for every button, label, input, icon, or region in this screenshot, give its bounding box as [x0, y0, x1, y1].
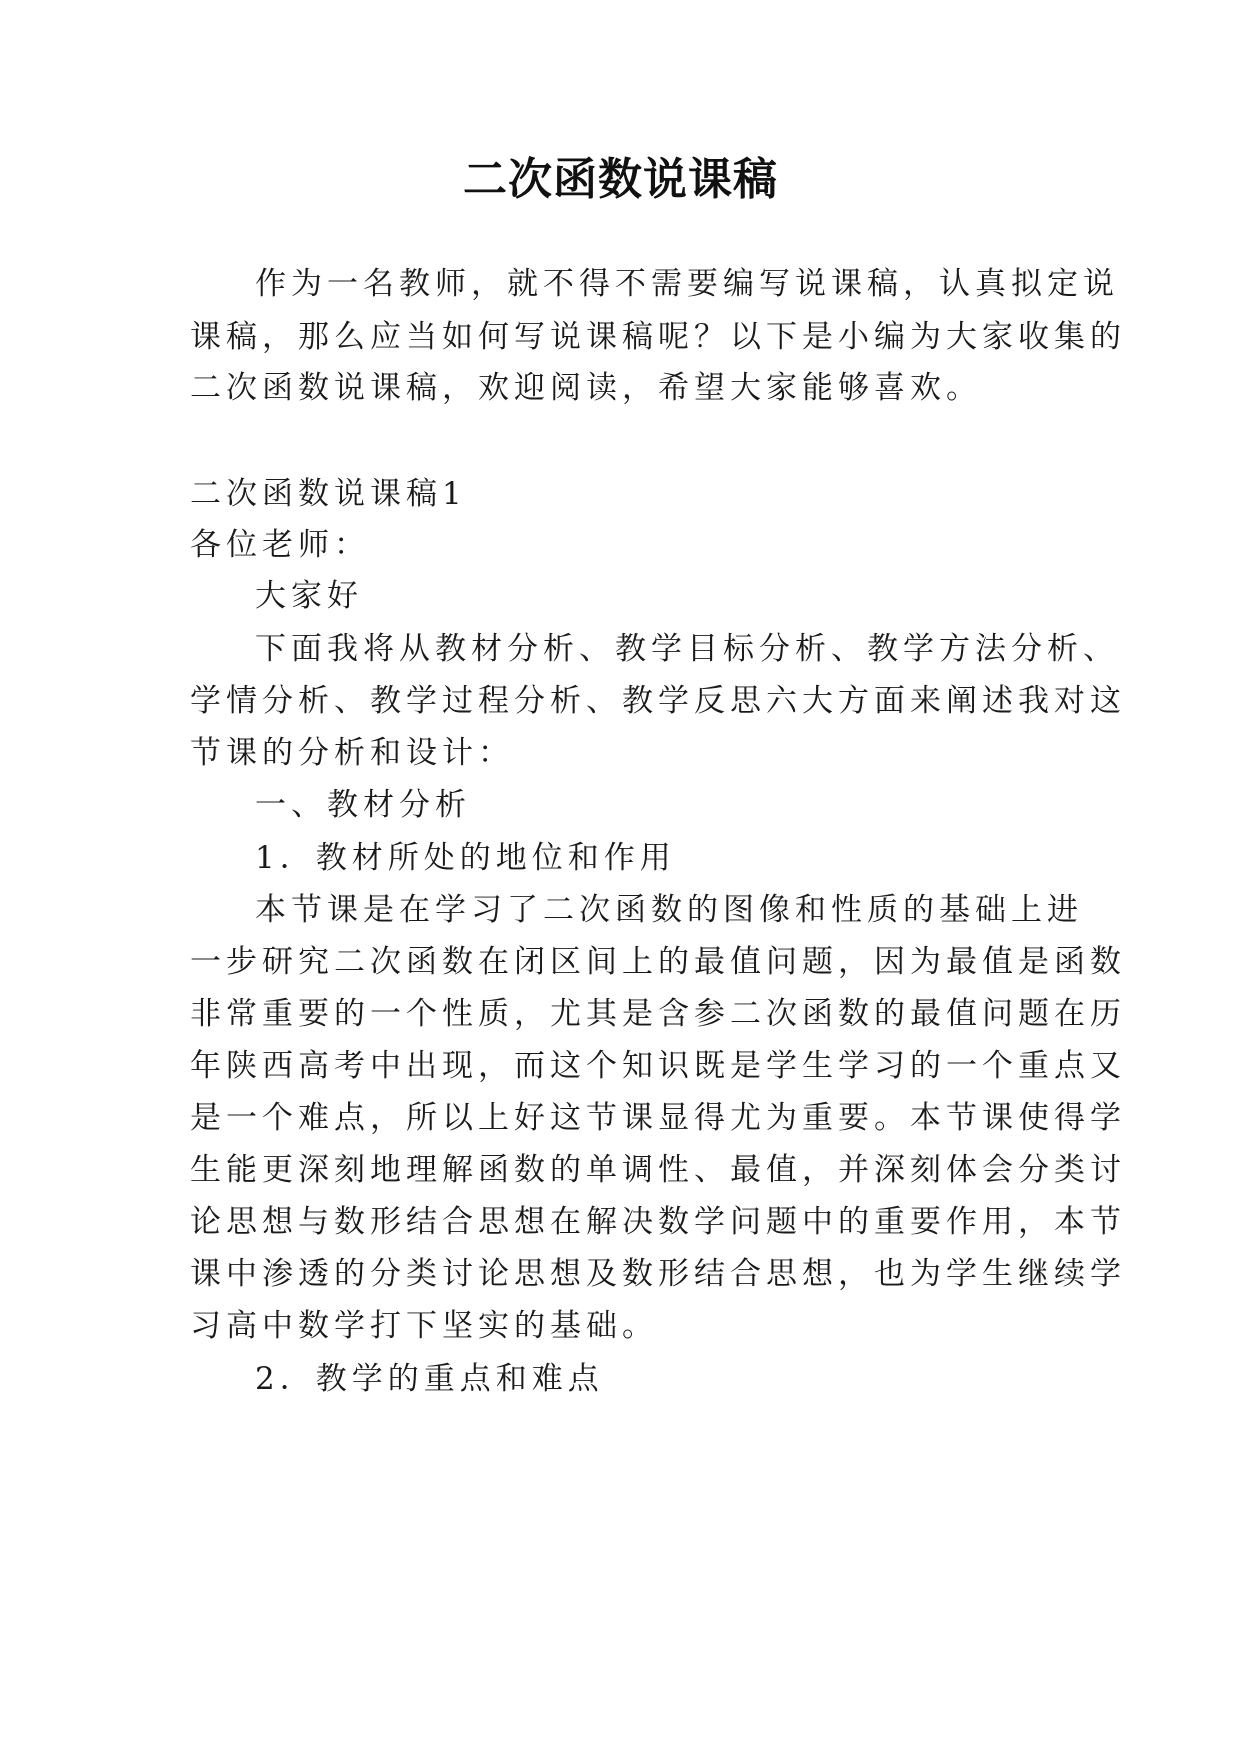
item-one-body-line-5: 是一个难点，所以上好这节课显得尤为重要。本节课使得学: [190, 1100, 1126, 1136]
greeting: 大家好: [255, 578, 363, 614]
section-heading: 二次函数说课稿1: [190, 476, 467, 512]
item-one-body-line-8: 课中渗透的分类讨论思想及数形结合思想，也为学生继续学: [190, 1256, 1126, 1292]
part-one-heading: 一、教材分析: [255, 787, 471, 823]
intro-line-1: 作为一名教师，就不得不需要编写说课稿，认真拟定说: [255, 266, 1119, 302]
item-one-body-line-6: 生能更深刻地理解函数的单调性、最值，并深刻体会分类讨: [190, 1152, 1126, 1188]
item-one-body-line-7: 论思想与数形结合思想在解决数学问题中的重要作用，本节: [190, 1204, 1126, 1240]
salutation: 各位老师：: [190, 527, 370, 563]
document-title: 二次函数说课稿: [463, 154, 778, 205]
item-one-body-line-3: 非常重要的一个性质，尤其是含参二次函数的最值问题在历: [190, 996, 1126, 1032]
item-one-body-line-1: 本节课是在学习了二次函数的图像和性质的基础上进: [255, 892, 1083, 928]
item-two-heading: 2．教学的重点和难点: [255, 1361, 604, 1397]
item-one-heading: 1．教材所处的地位和作用: [255, 840, 676, 876]
overview-line-1: 下面我将从教材分析、教学目标分析、教学方法分析、: [255, 631, 1119, 667]
item-one-body-line-2: 一步研究二次函数在闭区间上的最值问题，因为最值是函数: [190, 944, 1126, 980]
overview-line-2: 学情分析、教学过程分析、教学反思六大方面来阐述我对这: [190, 683, 1126, 719]
intro-line-2: 课稿，那么应当如何写说课稿呢？以下是小编为大家收集的: [190, 319, 1126, 355]
overview-line-3: 节课的分析和设计：: [190, 735, 514, 771]
intro-line-3: 二次函数说课稿，欢迎阅读，希望大家能够喜欢。: [190, 370, 982, 406]
item-one-body-line-4: 年陕西高考中出现，而这个知识既是学生学习的一个重点又: [190, 1048, 1126, 1084]
item-one-body-line-9: 习高中数学打下坚实的基础。: [190, 1308, 658, 1344]
